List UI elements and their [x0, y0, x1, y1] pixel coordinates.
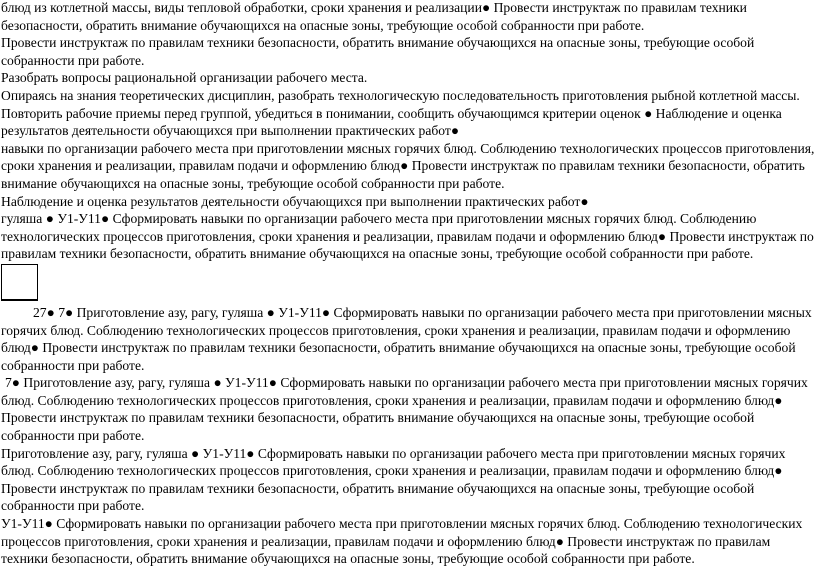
- paragraph-7: Наблюдение и оценка результатов деятельности обучающихся при выполнении практических работ●: [1, 193, 589, 209]
- document-body: [1, 0, 815, 568]
- paragraph-3: Разобрать вопросы рациональной организации рабочего места.: [1, 70, 368, 86]
- paragraph-12: У1-У11● Сформировать навыки по организации рабочего места при приготовлении мясных горячих блюд. Соблюдению технологических процессов приготовления, сроки хранения и реализации, правилам подачи и оформлению блюд● Провести инструктаж по правилам техники безопасности, обратить внимание обучающихся на опасные зоны, требующие особой собранности при работе.: [1, 516, 803, 567]
- paragraph-10: 7● Приготовление азу, рагу, гуляша ● У1-У11● Сформировать навыки по организации рабочего места при приготовлении мясных горячих блюд. Соблюдению технологических процессов приготовления, сроки хранения и реализации, правилам подачи и оформлению блюд● Провести инструктаж по правилам техники безопасности, обратить внимание обучающихся на опасные зоны, требующие особой собранности при работе.: [1, 375, 808, 444]
- paragraph-5: Повторить рабочие приемы перед группой, убедиться в понимании, сообщить обучающимся критерии оценок ● Наблюдение и оценка результатов деятельности обучающихся при выполнении практических работ●: [1, 105, 782, 139]
- paragraph-4: Опираясь на знания теоретических дисциплин, разобрать технологическую последовательность приготовления рыбной котлетной массы.: [1, 87, 800, 103]
- paragraph-11: Приготовление азу, рагу, гуляша ● У1-У11● Сформировать навыки по организации рабочего места при приготовлении мясных горячих блюд. Соблюдению технологических процессов приготовления, сроки хранения и реализации, правилам подачи и оформлению блюд● Провести инструктаж по правилам техники безопасности, обратить внимание обучающихся на опасные зоны, требующие особой собранности при работе.: [1, 445, 786, 514]
- paragraph-1: блюд из котлетной массы, виды тепловой обработки, сроки хранения и реализации● Провести инструктаж по правилам техники безопасности, обратить внимание обучающихся на опасные зоны, требующие особой собранности при работе.: [1, 0, 747, 33]
- empty-table-cell: [1, 264, 38, 301]
- paragraph-6: навыки по организации рабочего места при приготовлении мясных горячих блюд. Соблюдению технологических процессов приготовления, сроки хранения и реализации, правилам подачи и оформлению блюд● Провести инструктаж по правилам техники безопасности, обратить внимание обучающихся на опасные зоны, требующие особой собранности при работе.: [1, 140, 815, 191]
- paragraph-8: гуляша ● У1-У11● Сформировать навыки по организации рабочего места при приготовлении мясных горячих блюд. Соблюдению технологических процессов приготовления, сроки хранения и реализации, правилам подачи и оформлению блюд● Провести инструктаж по правилам техники безопасности, обратить внимание обучающихся на опасные зоны, требующие особой собранности при работе.: [1, 211, 814, 262]
- paragraph-9: 27● 7● Приготовление азу, рагу, гуляша ● У1-У11● Сформировать навыки по организации рабочего места при приготовлении мясных горячих блюд. Соблюдению технологических процессов приготовления, сроки хранения и реализации, правилам подачи и оформлению блюд● Провести инструктаж по правилам техники безопасности, обратить внимание обучающихся на опасные зоны, требующие особой собранности при работе.: [1, 304, 812, 373]
- paragraph-2: Провести инструктаж по правилам техники безопасности, обратить внимание обучающихся на опасные зоны, требующие особой собранности при работе.: [1, 35, 755, 68]
